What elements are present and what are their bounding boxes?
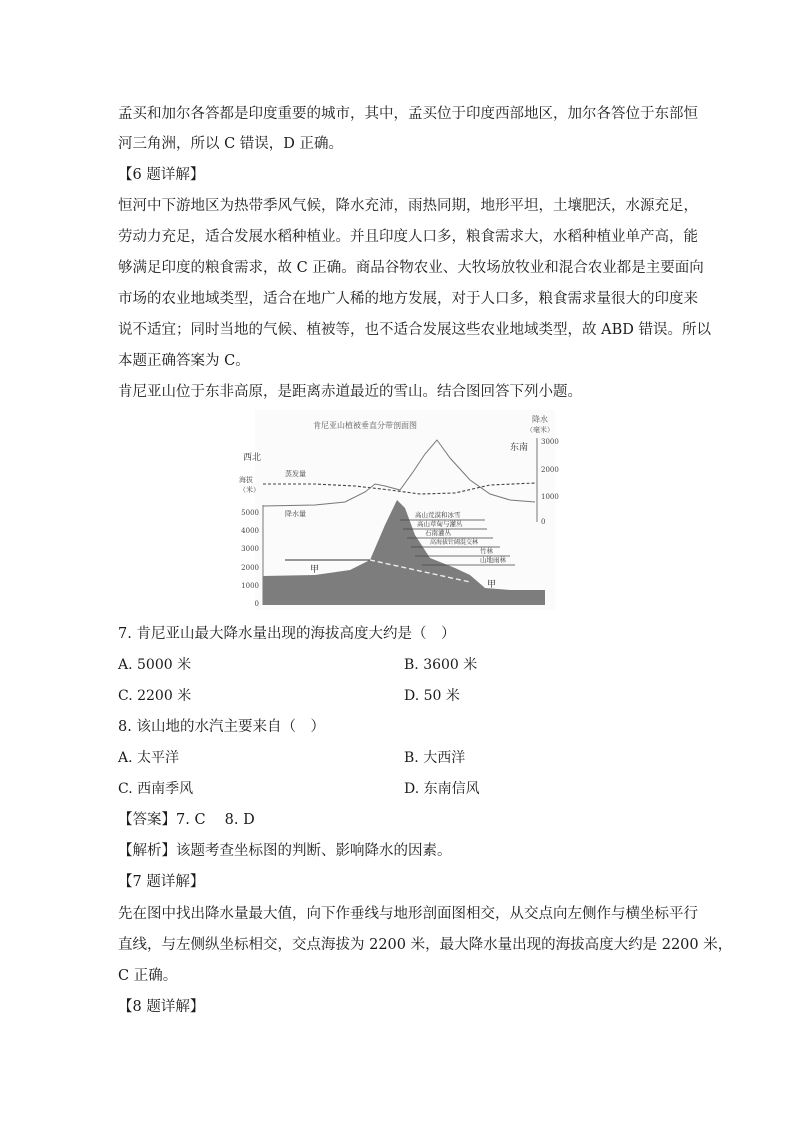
east-label: 东南 (510, 443, 529, 453)
paragraph-line: 河三角洲，所以 C 错误，D 正确。 (118, 136, 344, 152)
option-7a: A. 5000 米 (118, 657, 192, 673)
zone-label: 山地雨林 (480, 556, 506, 564)
left-tick: 4000 (241, 527, 259, 535)
paragraph-line: 市场的农业地域类型，适合在地广人稀的地方发展，对于人口多，粮食需求量很大的印度来 (118, 291, 698, 307)
west-label: 西北 (243, 453, 262, 463)
answer-line: 【答案】7. C 8. D (118, 812, 255, 828)
right-tick: 2000 (541, 466, 559, 474)
question-intro: 肯尼亚山位于东非高原，是距离赤道最近的雪山。结合图回答下列小题。 (118, 384, 582, 400)
jia-label-left: 甲 (310, 565, 320, 575)
option-8c: C. 西南季风 (118, 781, 194, 797)
right-tick: 0 (541, 518, 546, 526)
left-tick: 0 (254, 600, 259, 608)
section-heading: 【7 题详解】 (118, 874, 205, 890)
question-8: 8. 该山地的水汽主要来自（ ） (118, 719, 325, 735)
zone-label: 石南灌丛 (425, 529, 451, 537)
section-heading: 【8 题详解】 (118, 999, 205, 1015)
paragraph-line: 劳动力充足，适合发展水稻种植业。并且印度人口多，粮食需求大，水稻种植业单产高，能 (118, 229, 698, 245)
left-tick: 2000 (241, 564, 259, 572)
zone-label: 高山荒漠和冰雪 (415, 511, 461, 519)
option-8a: A. 太平洋 (118, 750, 180, 766)
paragraph-line: 先在图中找出降水量最大值，向下作垂线与地形剖面图相交，从交点向左侧作与横坐标平行 (118, 906, 698, 922)
right-axis-unit: （毫米） (526, 426, 554, 434)
option-7d: D. 50 米 (404, 688, 460, 704)
left-axis-unit: （米） (239, 486, 260, 494)
left-tick: 3000 (241, 545, 259, 553)
analysis-line: 【解析】该题考查坐标图的判断、影响降水的因素。 (118, 843, 452, 859)
option-8d: D. 东南信风 (404, 781, 480, 797)
paragraph-line: 本题正确答案为 C。 (118, 353, 250, 369)
figure-title: 肯尼亚山植被垂直分带剖面图 (313, 421, 417, 430)
option-7b: B. 3600 米 (404, 657, 478, 673)
precipitation-label: 降水量 (285, 510, 306, 518)
evaporation-label: 蒸发量 (285, 470, 306, 478)
question-7: 7. 肯尼亚山最大降水量出现的海拔高度大约是（ ） (118, 626, 456, 642)
option-8b: B. 大西洋 (404, 750, 466, 766)
paragraph-line: 直线，与左侧纵坐标相交，交点海拔为 2200 米，最大降水量出现的海拔高度大约是 2200 米， (118, 937, 733, 953)
zone-label: 高山草甸与灌丛 (417, 520, 463, 528)
paragraph-line: C 正确。 (118, 968, 178, 984)
left-axis-label: 海拔 (239, 476, 253, 484)
right-axis-label: 降水 (532, 415, 548, 424)
left-tick: 5000 (241, 509, 259, 517)
kenya-mountain-profile-figure (239, 410, 559, 610)
zone-label: 高海拔针阔混交林 (430, 539, 479, 546)
right-tick: 3000 (541, 438, 559, 446)
jia-label-right: 甲 (487, 580, 497, 590)
paragraph-line: 孟买和加尔各答都是印度重要的城市，其中，孟买位于印度西部地区，加尔各答位于东部恒 (118, 106, 698, 122)
paragraph-line: 恒河中下游地区为热带季风气候，降水充沛，雨热同期，地形平坦，土壤肥沃，水源充足， (118, 198, 698, 214)
paragraph-line: 够满足印度的粮食需求，故 C 正确。商品谷物农业、大牧场放牧业和混合农业都是主要面向 (118, 260, 704, 276)
right-tick: 1000 (541, 493, 559, 501)
option-7c: C. 2200 米 (118, 688, 192, 704)
zone-label: 竹林 (480, 547, 493, 555)
paragraph-line: 说不适宜；同时当地的气候、植被等，也不适合发展这些农业地域类型，故 ABD 错误。所以 (118, 322, 711, 338)
section-heading: 【6 题详解】 (118, 167, 205, 183)
left-tick: 1000 (241, 582, 259, 590)
